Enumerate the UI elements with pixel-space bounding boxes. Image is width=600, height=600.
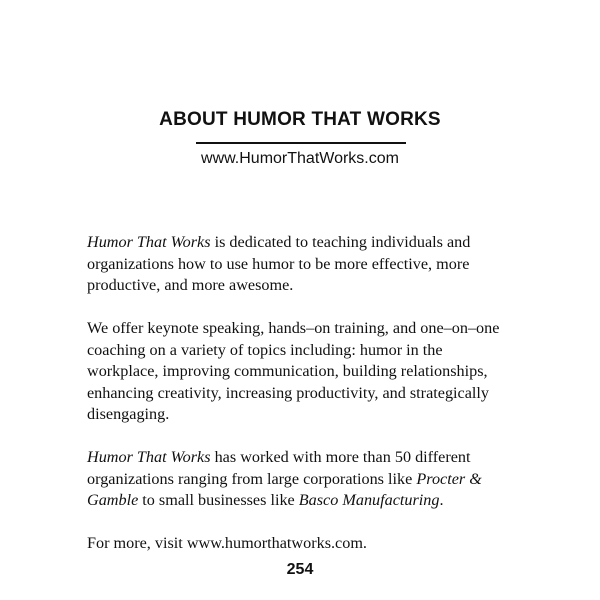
body-text: [87, 232, 517, 576]
section-heading: ABOUT HUMOR THAT WORKS: [159, 109, 441, 130]
paragraph-intro-text: is dedicated to teaching individuals and organizations how to use humor to be more effective, more productive, and more awesome.: [87, 233, 471, 294]
paragraph-clients: [87, 447, 517, 512]
paragraph-intro: [87, 232, 517, 297]
company-name-italic: Humor That Works: [87, 233, 211, 251]
paragraph-clients-text-2: to small businesses like: [138, 491, 299, 509]
heading-underline-rule: [196, 142, 406, 144]
paragraph-services-text: We offer keynote speaking, hands–on training, and one–on–one coaching on a variety of topics including: humor in the workplace, improving communication, building relationships, enhancing creativity, increasing productivity, and strategically disengaging.: [87, 319, 500, 423]
page-number: 254: [286, 561, 314, 578]
client-small-business-italic: Basco Manufacturing: [298, 491, 440, 509]
client-large-corp-italic: Procter & Gamble: [87, 469, 482, 509]
paragraph-visit-text: For more, visit www.humorthatworks.com.: [87, 534, 367, 552]
paragraph-visit: [87, 533, 517, 555]
paragraph-services: [87, 318, 517, 426]
paragraph-clients-text-1: has worked with more than 50 different organizations ranging from large corporations like: [87, 448, 471, 488]
website-url: www.HumorThatWorks.com: [201, 150, 399, 167]
company-name-italic: Humor That Works: [87, 448, 211, 466]
paragraph-clients-text-3: .: [439, 491, 444, 509]
